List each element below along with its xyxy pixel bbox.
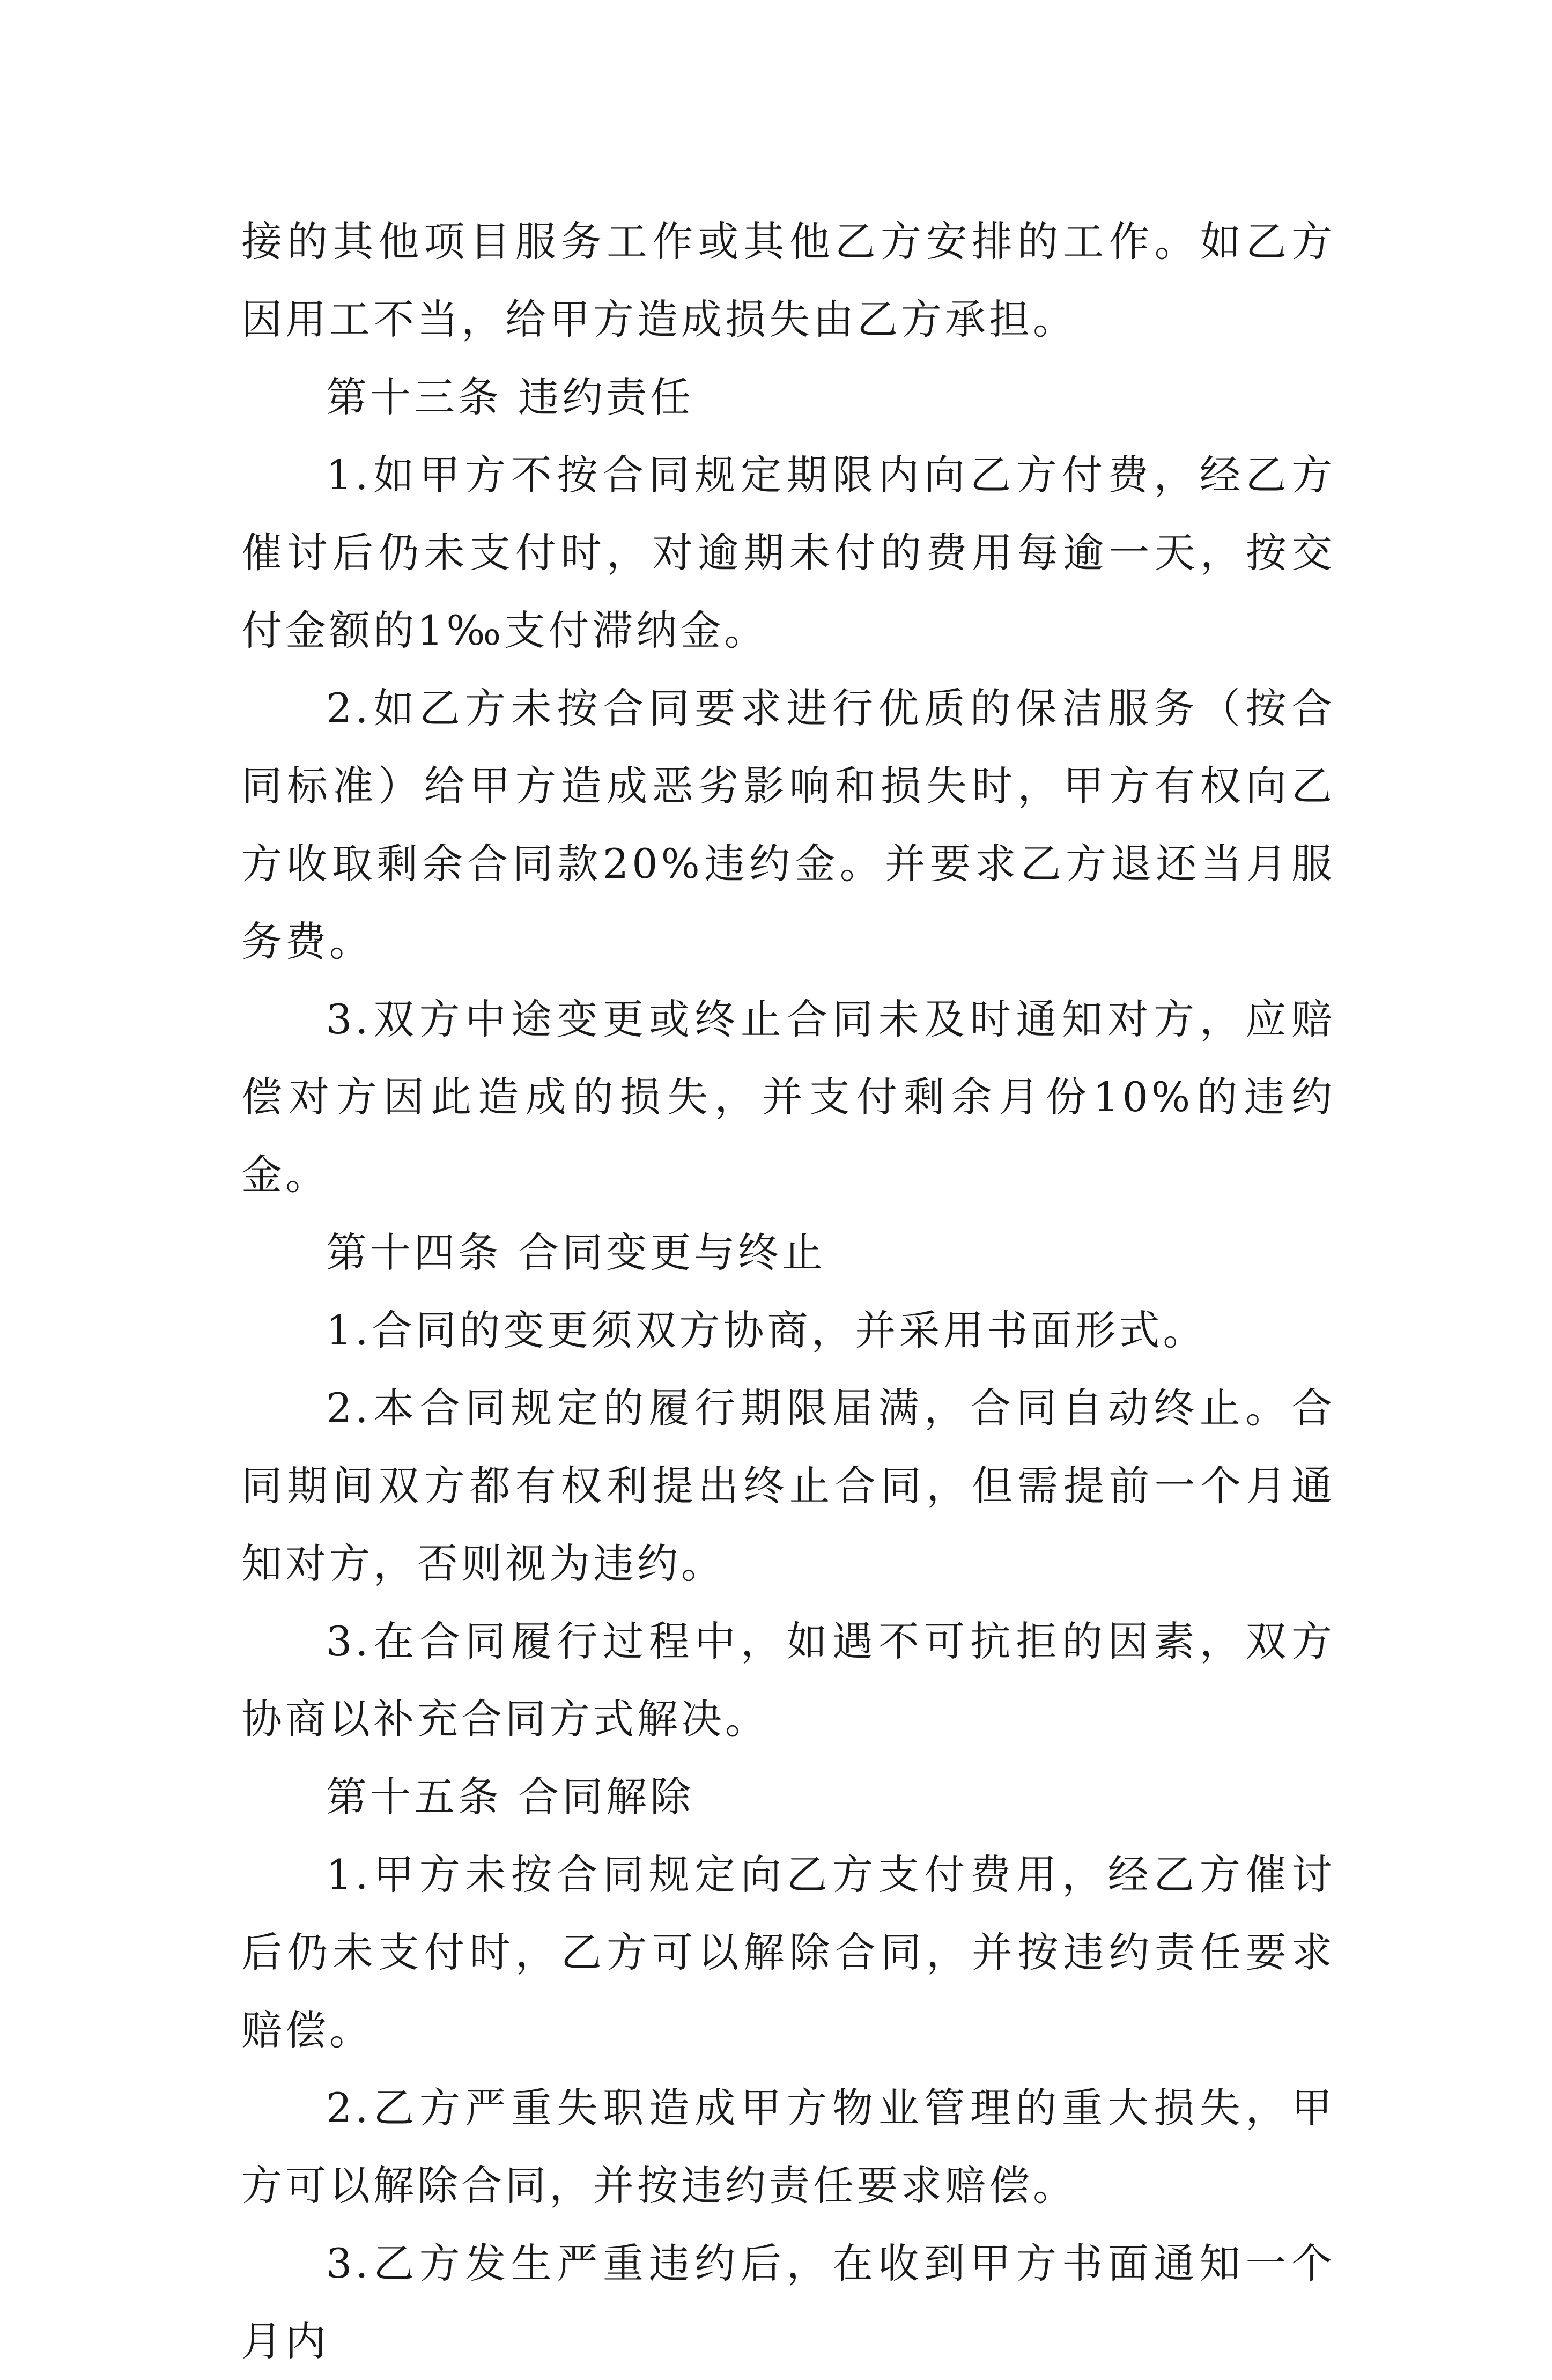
article-15-heading: 第十五条 合同解除 — [326, 1773, 694, 1821]
article-13-clause-3: 3.双方中途变更或终止合同未及时通知对方，应赔偿对方因此造成的损失，并支付剩余月份10%的违约金。 — [241, 995, 1335, 1199]
article-15-clause-1: 1.甲方未按合同规定向乙方支付费用，经乙方催讨后仍未支付时，乙方可以解除合同，并按违约责任要求赔偿。 — [241, 1851, 1335, 2054]
article-15-clause-3: 3.乙方发生严重违约后，在收到甲方书面通知一个月内 — [241, 2239, 1335, 2365]
article-15-clause-2: 2.乙方严重失职造成甲方物业管理的重大损失，甲方可以解除合同，并按违约责任要求赔偿。 — [241, 2084, 1335, 2209]
article-13-clause-1: 1.如甲方不按合同规定期限内向乙方付费，经乙方催讨后仍未支付时，对逾期未付的费用每逾一天，按交付金额的1‰支付滞纳金。 — [241, 451, 1335, 654]
article-14-clause-3: 3.在合同履行过程中，如遇不可抗拒的因素，双方协商以补充合同方式解决。 — [241, 1617, 1335, 1743]
document-body — [241, 203, 1335, 2380]
article-14-heading: 第十四条 合同变更与终止 — [326, 1229, 826, 1276]
article-14-clause-2: 2.本合同规定的履行期限届满，合同自动终止。合同期间双方都有权利提出终止合同，但需提前一个月通知对方，否则视为违约。 — [241, 1384, 1335, 1587]
article-14-clause-1: 1.合同的变更须双方协商，并采用书面形式。 — [326, 1306, 1207, 1354]
paragraph-continuation: 接的其他项目服务工作或其他乙方安排的工作。如乙方因用工不当，给甲方造成损失由乙方承担。 — [241, 218, 1335, 343]
article-13-clause-2: 2.如乙方未按合同要求进行优质的保洁服务（按合同标准）给甲方造成恶劣影响和损失时，甲方有权向乙方收取剩余合同款20%违约金。并要求乙方退还当月服务费。 — [241, 684, 1335, 965]
article-13-heading: 第十三条 违约责任 — [326, 373, 694, 421]
